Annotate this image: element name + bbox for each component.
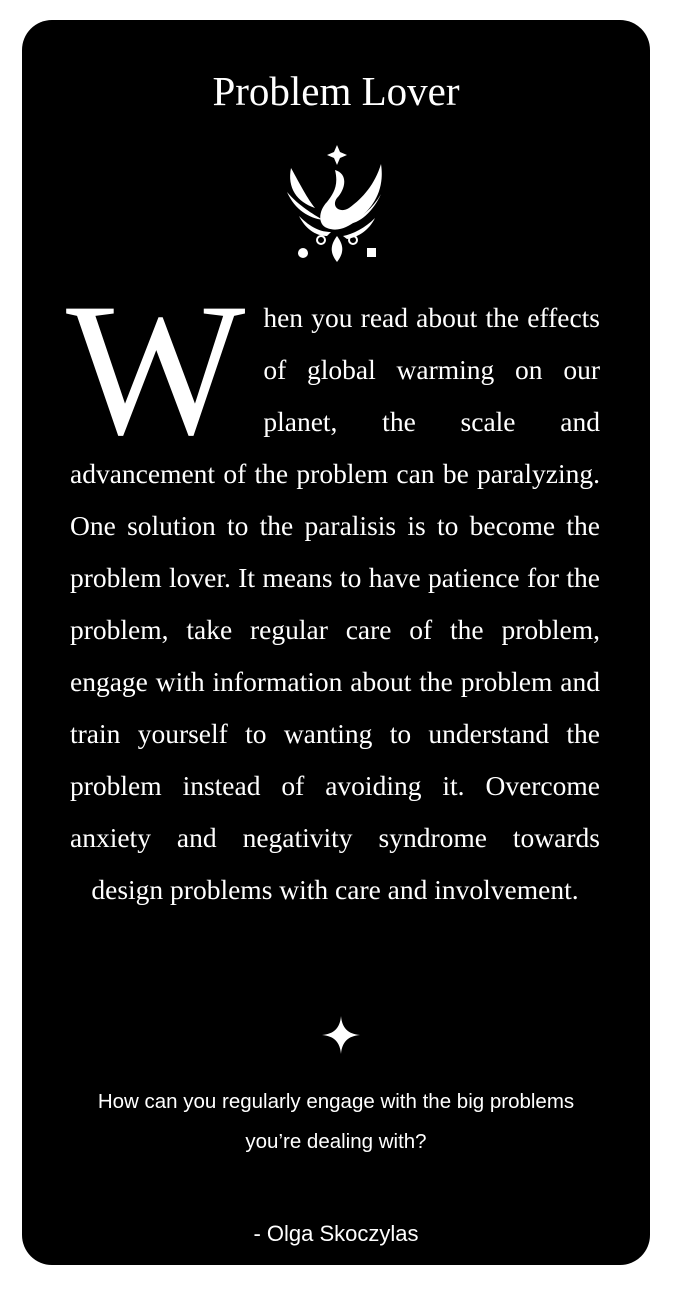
quote-card <box>22 20 650 1265</box>
four-point-star-icon <box>322 1016 360 1054</box>
card-title: Problem Lover <box>212 68 460 114</box>
winged-bird-emblem-icon <box>277 140 397 265</box>
drop-cap: W <box>66 265 246 475</box>
body-text: hen you read about the effects of global warming on our planet, the scale and advancement of the problem can be paralyzing. One solution to the paralisis is to become the problem lover. It means to have patience for the problem, take regular care of the problem, engage with information about the problem and train yourself to wanting to understand the problem instead of avoiding it. Overcome anxiety and negativity syndrome towards design problems with care and involvement. <box>70 302 600 905</box>
reflection-question: How can you regularly engage with the big problems you’re dealing with? <box>97 1090 575 1153</box>
body-paragraph <box>66 265 600 916</box>
author-attribution: - Olga Skoczylas <box>253 1221 419 1246</box>
